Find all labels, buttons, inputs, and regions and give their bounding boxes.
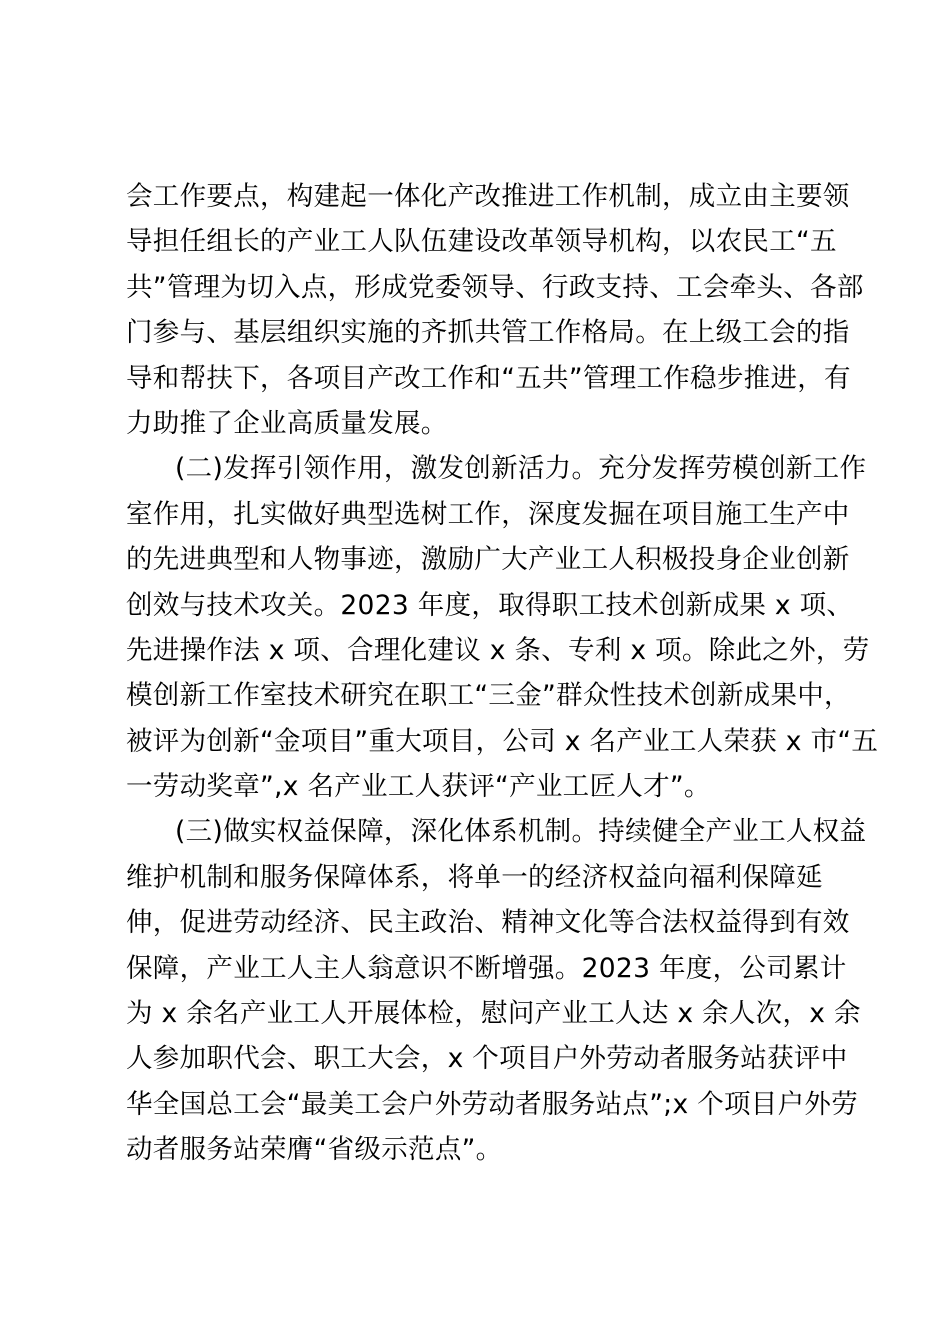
text-line: 保障，产业工人主人翁意识不断增强。2023 年度，公司累计 — [126, 952, 847, 984]
text-line: (三)做实权益保障，深化体系机制。持续健全产业工人权益 — [175, 816, 867, 848]
text-line: 室作用，扎实做好典型选树工作，深度发掘在项目施工生产中 — [126, 498, 850, 530]
text-line: 导和帮扶下，各项目产改工作和“五共”管理工作稳步推进，有 — [126, 362, 851, 394]
text-line: 维护机制和服务保障体系，将单一的经济权益向福利保障延 — [126, 861, 823, 893]
text-line: 一劳动奖章”,x 名产业工人获评“产业工匠人才”。 — [126, 771, 711, 803]
body-text — [126, 174, 879, 1173]
text-line: 被评为创新“金项目”重大项目，公司 x 名产业工人荣获 x 市“五 — [126, 725, 879, 757]
text-line: 为 x 余名产业工人开展体检，慰问产业工人达 x 余人次，x 余 — [126, 998, 861, 1030]
text-line: 导担任组长的产业工人队伍建设改革领导机构，以农民工“五 — [126, 226, 837, 258]
text-line: 动者服务站荣膺“省级示范点”。 — [126, 1134, 503, 1166]
text-line: 华全国总工会“最美工会户外劳动者服务站点”;x 个项目户外劳 — [126, 1088, 858, 1120]
text-line: (二)发挥引领作用，激发创新活力。充分发挥劳模创新工作 — [175, 453, 867, 485]
text-line: 会工作要点，构建起一体化产改推进工作机制，成立由主要领 — [126, 181, 850, 212]
text-line: 伸，促进劳动经济、民主政治、精神文化等合法权益得到有效 — [126, 907, 850, 939]
text-line: 门参与、基层组织实施的齐抓共管工作格局。在上级工会的指 — [126, 317, 850, 349]
text-line: 共”管理为切入点，形成党委领导、行政支持、工会牵头、各部 — [126, 271, 864, 303]
text-line: 的先进典型和人物事迹，激励广大产业工人积极投身企业创新 — [126, 544, 850, 576]
text-line: 模创新工作室技术研究在职工“三金”群众性技术创新成果中， — [126, 680, 851, 712]
text-line: 先进操作法 x 项、合理化建议 x 条、专利 x 项。除此之外，劳 — [126, 634, 870, 666]
text-line: 力助推了企业高质量发展。 — [126, 407, 448, 439]
text-line: 人参加职代会、职工大会，x 个项目户外劳动者服务站获评中 — [126, 1043, 848, 1075]
text-line: 创效与技术攻关。2023 年度，取得职工技术创新成果 x 项、 — [126, 589, 854, 621]
